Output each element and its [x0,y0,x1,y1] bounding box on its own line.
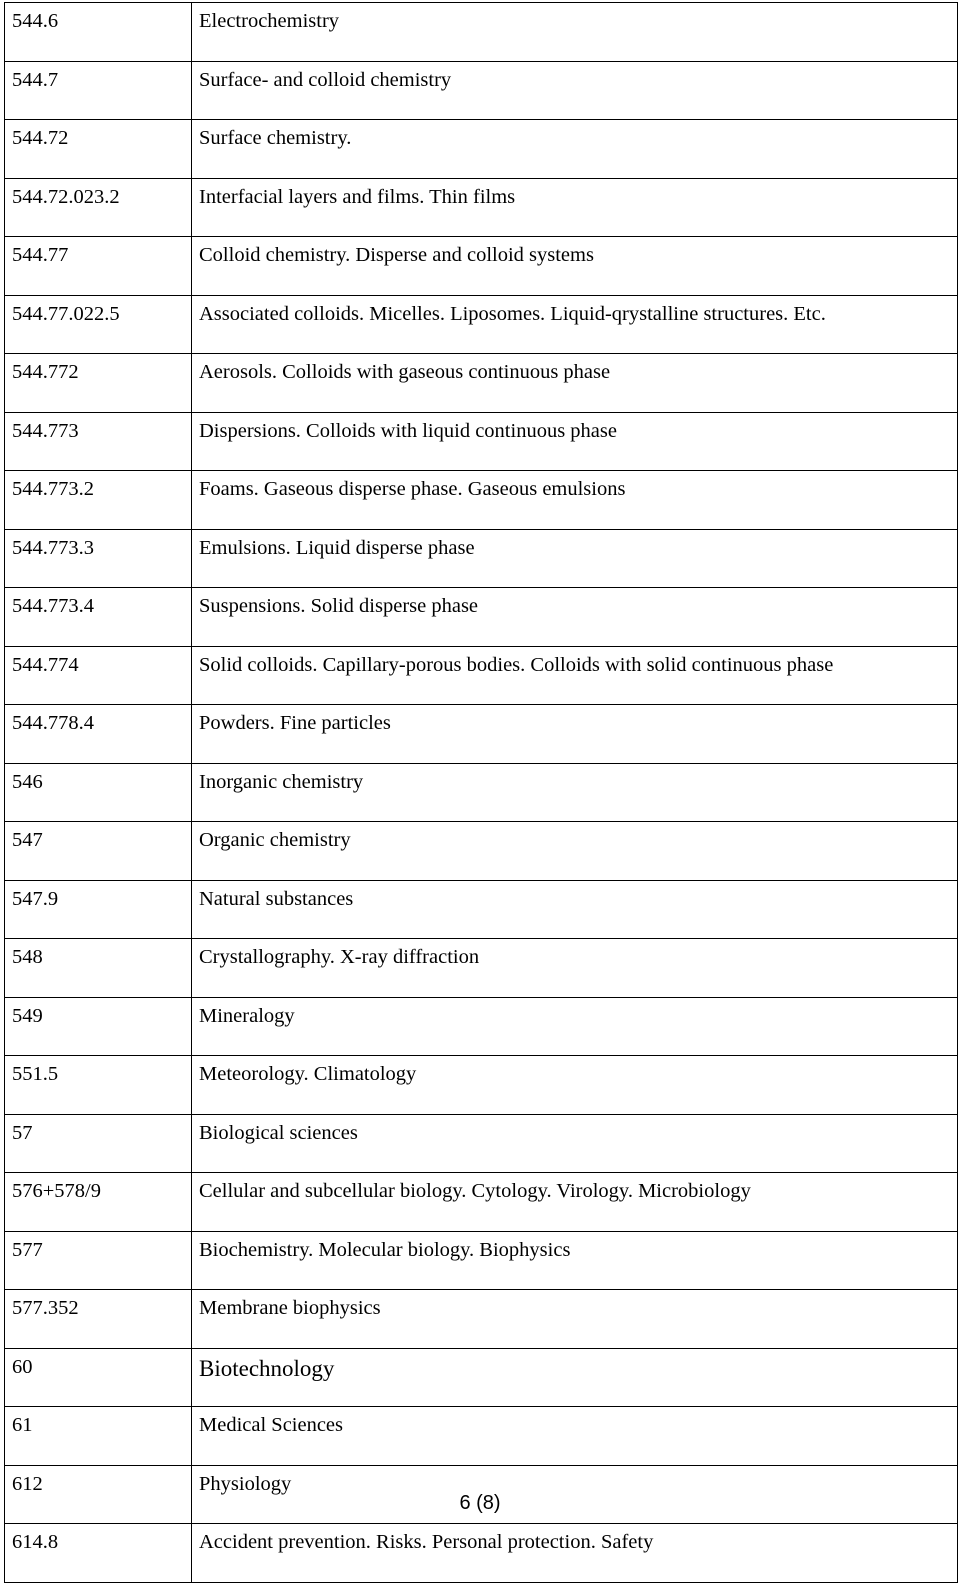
udc-code-cell: 544.773 [5,412,192,471]
table-row [5,997,958,1056]
table-row [5,1056,958,1115]
table-row [5,1173,958,1232]
udc-code-cell: 576+578/9 [5,1173,192,1232]
udc-code-cell: 548 [5,939,192,998]
subject-description-cell: Interfacial layers and films. Thin films [192,178,958,237]
udc-code-cell: 614.8 [5,1524,192,1583]
table-row [5,1290,958,1349]
table-row [5,237,958,296]
udc-code-cell: 547.9 [5,880,192,939]
subject-description-cell: Aerosols. Colloids with gaseous continuous phase [192,354,958,413]
udc-code-cell: 549 [5,997,192,1056]
subject-description-cell: Mineralogy [192,997,958,1056]
udc-code-cell: 544.6 [5,3,192,62]
udc-code-cell: 544.774 [5,646,192,705]
table-row [5,1114,958,1173]
subject-description-cell: Biological sciences [192,1114,958,1173]
subject-description-cell: Biotechnology [192,1348,958,1407]
subject-description-cell: Physiology [192,1465,958,1524]
table-row [5,646,958,705]
udc-code-cell: 577 [5,1231,192,1290]
table-row [5,529,958,588]
udc-code-cell: 544.773.2 [5,471,192,530]
table-row [5,1231,958,1290]
subject-description-cell: Natural substances [192,880,958,939]
table-row [5,412,958,471]
subject-description-cell: Crystallography. X-ray diffraction [192,939,958,998]
udc-code-cell: 544.773.3 [5,529,192,588]
table-row [5,295,958,354]
subject-description-cell: Inorganic chemistry [192,763,958,822]
subject-description-cell: Powders. Fine particles [192,705,958,764]
table-row [5,822,958,881]
subject-description-cell: Surface chemistry. [192,120,958,179]
udc-code-cell: 544.772 [5,354,192,413]
udc-code-cell: 544.7 [5,61,192,120]
subject-description-cell: Foams. Gaseous disperse phase. Gaseous emulsions [192,471,958,530]
subject-description-cell: Electrochemistry [192,3,958,62]
table-row [5,178,958,237]
udc-code-cell: 544.77.022.5 [5,295,192,354]
classification-table [4,2,958,1583]
table-row [5,705,958,764]
table-row [5,763,958,822]
subject-description-cell: Surface- and colloid chemistry [192,61,958,120]
udc-code-cell: 61 [5,1407,192,1466]
table-row [5,1348,958,1407]
table-row [5,3,958,62]
subject-description-cell: Suspensions. Solid disperse phase [192,588,958,647]
udc-code-cell: 546 [5,763,192,822]
subject-description-cell: Organic chemistry [192,822,958,881]
subject-description-cell: Medical Sciences [192,1407,958,1466]
udc-code-cell: 544.77 [5,237,192,296]
subject-description-cell: Solid colloids. Capillary-porous bodies. Colloids with solid continuous phase [192,646,958,705]
subject-description-cell: Biochemistry. Molecular biology. Biophysics [192,1231,958,1290]
classification-table-body [5,3,958,1583]
table-row [5,354,958,413]
subject-description-cell: Colloid chemistry. Disperse and colloid systems [192,237,958,296]
subject-description-cell: Dispersions. Colloids with liquid continuous phase [192,412,958,471]
table-row [5,61,958,120]
table-row [5,1524,958,1583]
udc-code-cell: 551.5 [5,1056,192,1115]
subject-description-cell: Membrane biophysics [192,1290,958,1349]
table-row [5,880,958,939]
subject-description-cell: Meteorology. Climatology [192,1056,958,1115]
udc-code-cell: 577.352 [5,1290,192,1349]
subject-description-cell: Associated colloids. Micelles. Liposomes. Liquid-qrystalline structures. Etc. [192,295,958,354]
subject-description-cell: Emulsions. Liquid disperse phase [192,529,958,588]
udc-code-cell: 547 [5,822,192,881]
udc-code-cell: 612 [5,1465,192,1524]
udc-code-cell: 544.72.023.2 [5,178,192,237]
table-row [5,471,958,530]
udc-code-cell: 57 [5,1114,192,1173]
page-number: 6 (8) [459,1492,501,1514]
udc-code-cell: 544.773.4 [5,588,192,647]
udc-code-cell: 544.778.4 [5,705,192,764]
table-row [5,120,958,179]
table-row [5,939,958,998]
udc-code-cell: 60 [5,1348,192,1407]
udc-code-cell: 544.72 [5,120,192,179]
subject-description-cell: Accident prevention. Risks. Personal protection. Safety [192,1524,958,1583]
table-row [5,588,958,647]
subject-description-cell: Cellular and subcellular biology. Cytology. Virology. Microbiology [192,1173,958,1232]
table-row [5,1407,958,1466]
